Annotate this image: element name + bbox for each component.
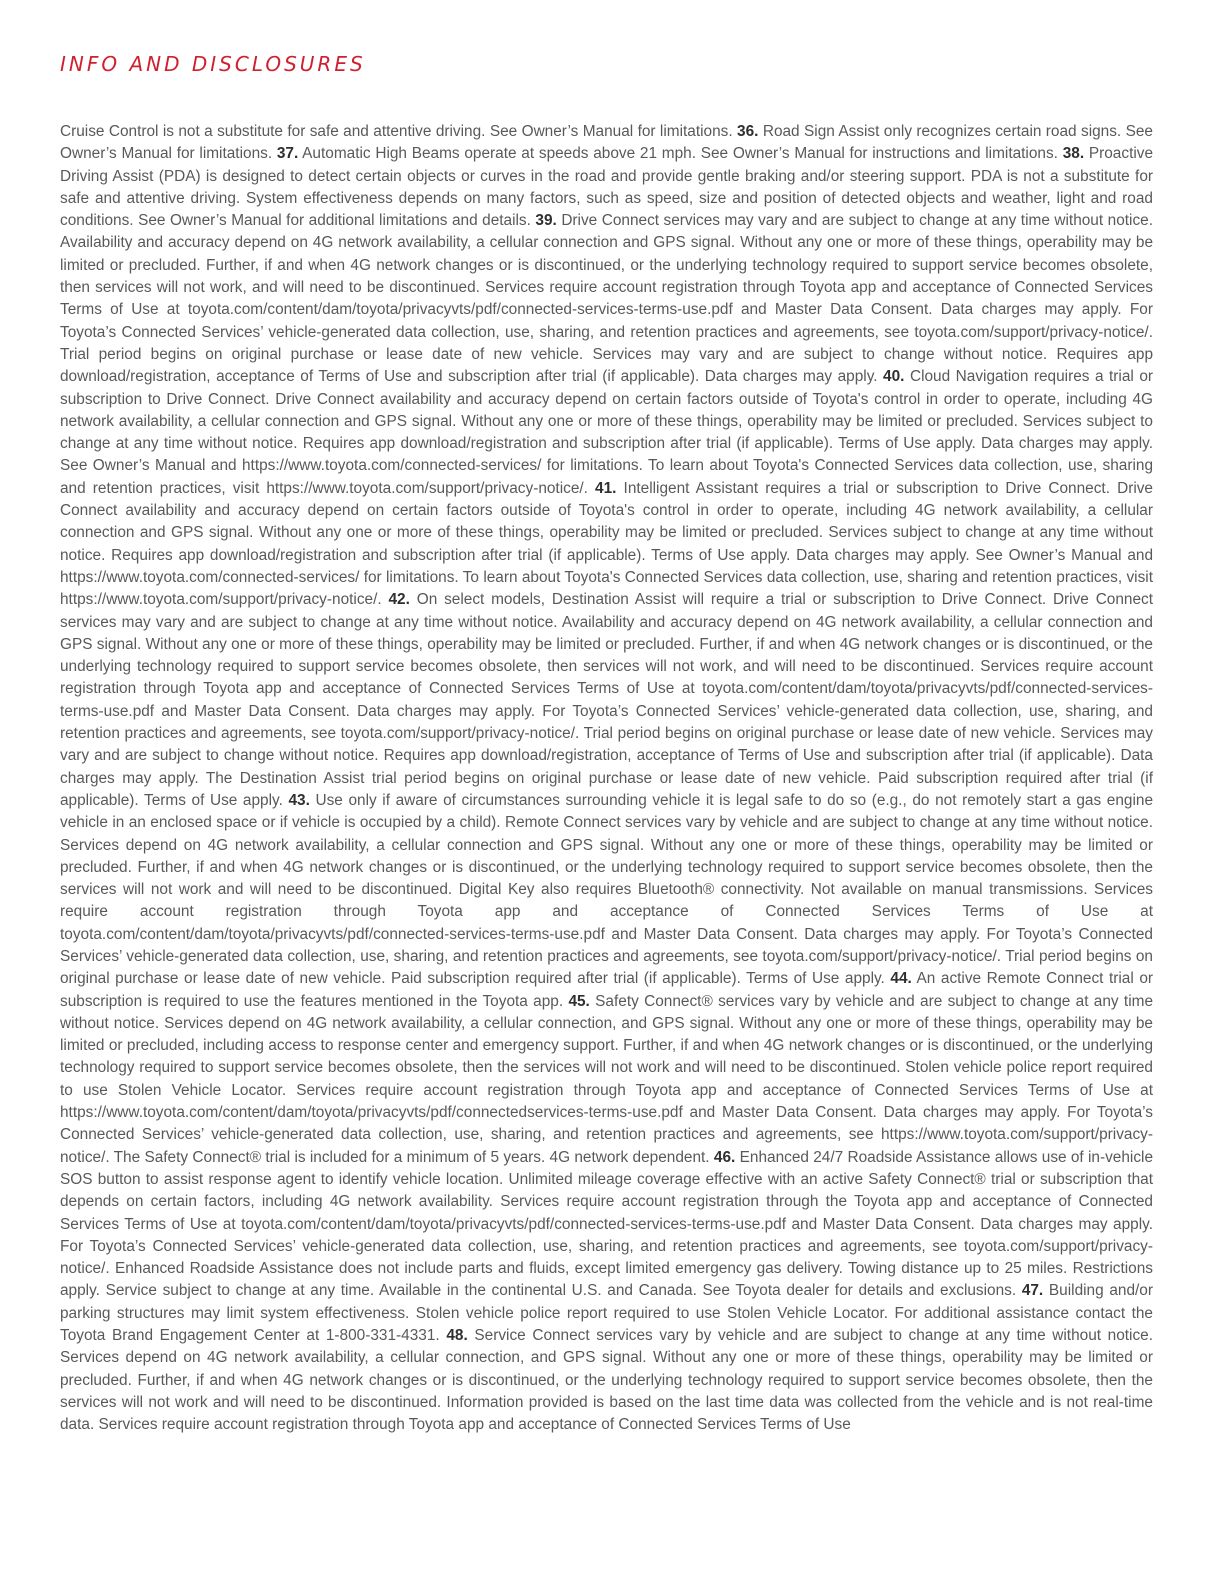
disclosure-text-segment: Proactive Driving Assist (PDA) is designed to detect certain objects or curves in the road and provide gentle braking and/or steering support. PDA is not a substitute for safe and attentive driving. System effectiveness depends on many factors, such as speed, size and position of detected objects and weather, light and road conditions. See Owner’s Manual for additional limitations and details. (60, 145, 1154, 230)
disclosure-text-segment: Enhanced 24/7 Roadside Assistance allows use of in-vehicle SOS button to assist response agent to identify vehicle location. Unlimited mileage coverage effective with an active Safety Connect® trial or subscription that depends on certain factors, including 4G network availability. Services require account registration through the Toyota app and acceptance of Connected Services Terms of Use at toyota.com/content/dam/toyota/privacyvts/pdf/connected-services-terms-use.pdf and Master Data Consent. Data charges may apply. For Toyota’s Connected Services’ vehicle-generated data collection, use, sharing, and retention practices and agreements, see toyota.com/support/privacy-notice/. Enhanced Roadside Assistance does not include parts and fluids, except limited emergency gas delivery. Towing distance up to 25 miles. Restrictions apply. Service subject to change at any time. Available in the continental U.S. and Canada. See Toyota dealer for details and exclusions. (60, 1148, 1154, 1300)
disclosure-number: 40. (883, 368, 905, 386)
disclosure-number: 36. (737, 123, 759, 140)
disclosure-number: 38. (1062, 145, 1085, 163)
disclosure-text-segment: Cloud Navigation requires a trial or subscription to Drive Connect. Drive Connect availability and accuracy depend on certain factors outside of Toyota's control in order to operate, including 4G network availability, a cellular connection and GPS signal. Without any one or more of these things, operability may be limited or precluded. Services subject to change at any time without notice. Requires app download/registration and subscription after trial (if applicable). Terms of Use apply. Data charges may apply. See Owner’s Manual and https://www.toyota.com/connected-services/ for limitations. To learn about Toyota's Connected Services data collection, use, sharing and retention practices, visit https://www.toyota.com/support/privacy-notice/. (60, 368, 1153, 497)
page-title: INFO AND DISCLOSURES (60, 52, 366, 76)
disclosure-text-segment: Service Connect services vary by vehicle and are subject to change at any time without notice. Services depend on 4G network availability, a cellular connection, and GPS signal. Without any one or more of these things, operability may be limited or precluded. Further, if and when 4G network changes or is discontinued, or the underlying technology required to support service becomes obsolete, then the services will not work and will need to be discontinued. Information provided is based on the last time data was collected from the vehicle and is not real-time data. Services require account registration through Toyota app and acceptance of Connected Services Terms of Use (60, 1327, 1153, 1434)
disclosure-text-segment: Safety Connect® services vary by vehicle and are subject to change at any time without notice. Services depend on 4G network availability, a cellular connection, and GPS signal. Without any one or more of these things, operability may be limited or precluded, including access to response center and emergency support. Further, if and when 4G network changes or is discontinued, or the underlying technology required to support service becomes obsolete, then the services will not work and will need to be discontinued. Stolen vehicle police report required to use Stolen Vehicle Locator. Services require account registration through Toyota app and acceptance of Connected Services Terms of Use at https://www.toyota.com/content/dam/toyota/privacyvts/pdf/connectedservices-terms-use.pdf and Master Data Consent. Data charges may apply. For Toyota’s Connected Services’ vehicle-generated data collection, use, sharing, and retention practices and agreements, see https://www.toyota.com/support/privacy-notice/. The Safety Connect® trial is included for a minimum of 5 years. 4G network dependent. (60, 992, 1154, 1166)
disclosure-text-segment: Road Sign Assist only recognizes certain road signs. See Owner’s Manual for limitations. (60, 123, 1153, 163)
disclosure-35-text: Cruise Control is not a substitute for safe and attentive driving. See Owner’s Manual for limitations. (60, 123, 733, 140)
disclosure-text-segment: An active Remote Connect trial or subscription is required to use the features mentioned in the Toyota app. (60, 970, 1154, 1010)
disclosure-number: 43. (288, 791, 310, 809)
disclosure-text-segment: Drive Connect services may vary and are subject to change at any time without notice. Availability and accuracy depend on 4G network availability, a cellular connection and GPS signal. Without any one or more of these things, operability may be limited or precluded. Further, if and when 4G network changes or is discontinued, or the underlying technology required to support service becomes obsolete, then services will not work, and will need to be discontinued. Services require account registration through Toyota app and acceptance of Connected Services Terms of Use at toyota.com/content/dam/toyota/privacyvts/pdf/connected-services-terms-use.pdf and Master Data Consent. Data charges may apply. For Toyota’s Connected Services’ vehicle-generated data collection, use, sharing, and retention practices and agreements, see toyota.com/support/privacy-notice/. Trial period begins on original purchase or lease date of new vehicle. Services may vary and are subject to change without notice. Requires app download/registration, acceptance of Terms of Use and subscription after trial (if applicable). Data charges may apply. (60, 212, 1153, 386)
disclosure-number: 48. (446, 1327, 468, 1345)
disclosure-text-segment: Use only if aware of circumstances surrounding vehicle it is legal safe to do so (e.g., do not remotely start a gas engine vehicle in an enclosed space or if vehicle is occupied by a child). Remote Connect services vary by vehicle and are subject to change at any time without notice. Services depend on 4G network availability, a cellular connection and GPS signal. Without any one or more of these things, operability may be limited or precluded. Further, if and when 4G network changes or is discontinued, or the underlying technology required to support service becomes obsolete, then the services will not work and will need to be discontinued. Digital Key also requires Bluetooth® connectivity. Not available on manual transmissions. Services require account registration through Toyota app and acceptance of Connected Services Terms of Use at toyota.com/content/dam/toyota/privacyvts/pdf/connected-services-terms-use.pdf and Master Data Consent. Data charges may apply. For Toyota’s Connected Services’ vehicle-generated data collection, use, sharing, and retention practices and agreements, see toyota.com/support/privacy-notice/. Trial period begins on original purchase or lease date of new vehicle. Paid subscription required after trial (if applicable). Terms of Use apply. (60, 791, 1154, 988)
disclosure-number: 46. (713, 1148, 736, 1166)
disclosure-text (60, 121, 1153, 1437)
disclosure-text-segment: On select models, Destination Assist will require a trial or subscription to Drive Connect. Drive Connect services may vary and are subject to change at any time without notice. Availability and accuracy depend on 4G network availability, a cellular connection and GPS signal. Without any one or more of these things, operability may be limited or precluded. Further, if and when 4G network changes or is discontinued, or the underlying technology required to support service becomes obsolete, then services will not work, and will need to be discontinued. Services require account registration through Toyota app and acceptance of Connected Services Terms of Use at toyota.com/content/dam/toyota/privacyvts/pdf/connected-services-terms-use.pdf and Master Data Consent. Data charges may apply. For Toyota’s Connected Services’ vehicle-generated data collection, use, sharing, and retention practices and agreements, see toyota.com/support/privacy-notice/. Trial period begins on original purchase or lease date of new vehicle. Services may vary and are subject to change without notice. Requires app download/registration, acceptance of Terms of Use and subscription after trial (if applicable). Data charges may apply. The Destination Assist trial period begins on original purchase or lease date of new vehicle. Paid subscription required after trial (if applicable). Terms of Use apply. (60, 591, 1154, 809)
disclosure-number: 41. (595, 479, 617, 497)
disclosure-text-segment: Building and/or parking structures may limit system effectiveness. Stolen vehicle police report required to use Stolen Vehicle Locator. For additional assistance contact the Toyota Brand Engagement Center at 1-800-331-4331. (60, 1282, 1153, 1345)
disclosure-number: 42. (388, 591, 410, 609)
disclosure-number: 47. (1021, 1282, 1044, 1300)
page (60, 0, 1153, 1584)
disclosure-number: 39. (535, 212, 557, 230)
disclosure-text-segment: Automatic High Beams operate at speeds above 21 mph. See Owner’s Manual for instructions and limitations. (302, 145, 1058, 163)
disclosure-number: 37. (276, 145, 299, 163)
disclosure-number: 45. (568, 992, 590, 1010)
disclosure-text-segment: Intelligent Assistant requires a trial or subscription to Drive Connect. Drive Connect availability and accuracy depend on certain factors outside of Toyota's control in order to operate, including 4G network availability, a cellular connection and GPS signal. Without any one or more of these things, operability may be limited or precluded. Services subject to change at any time without notice. Requires app download/registration and subscription after trial (if applicable). Terms of Use apply. Data charges may apply. See Owner’s Manual and https://www.toyota.com/connected-services/ for limitations. To learn about Toyota's Connected Services data collection, use, sharing and retention practices, visit https://www.toyota.com/support/privacy-notice/. (60, 479, 1153, 609)
disclosure-number: 44. (890, 970, 912, 988)
